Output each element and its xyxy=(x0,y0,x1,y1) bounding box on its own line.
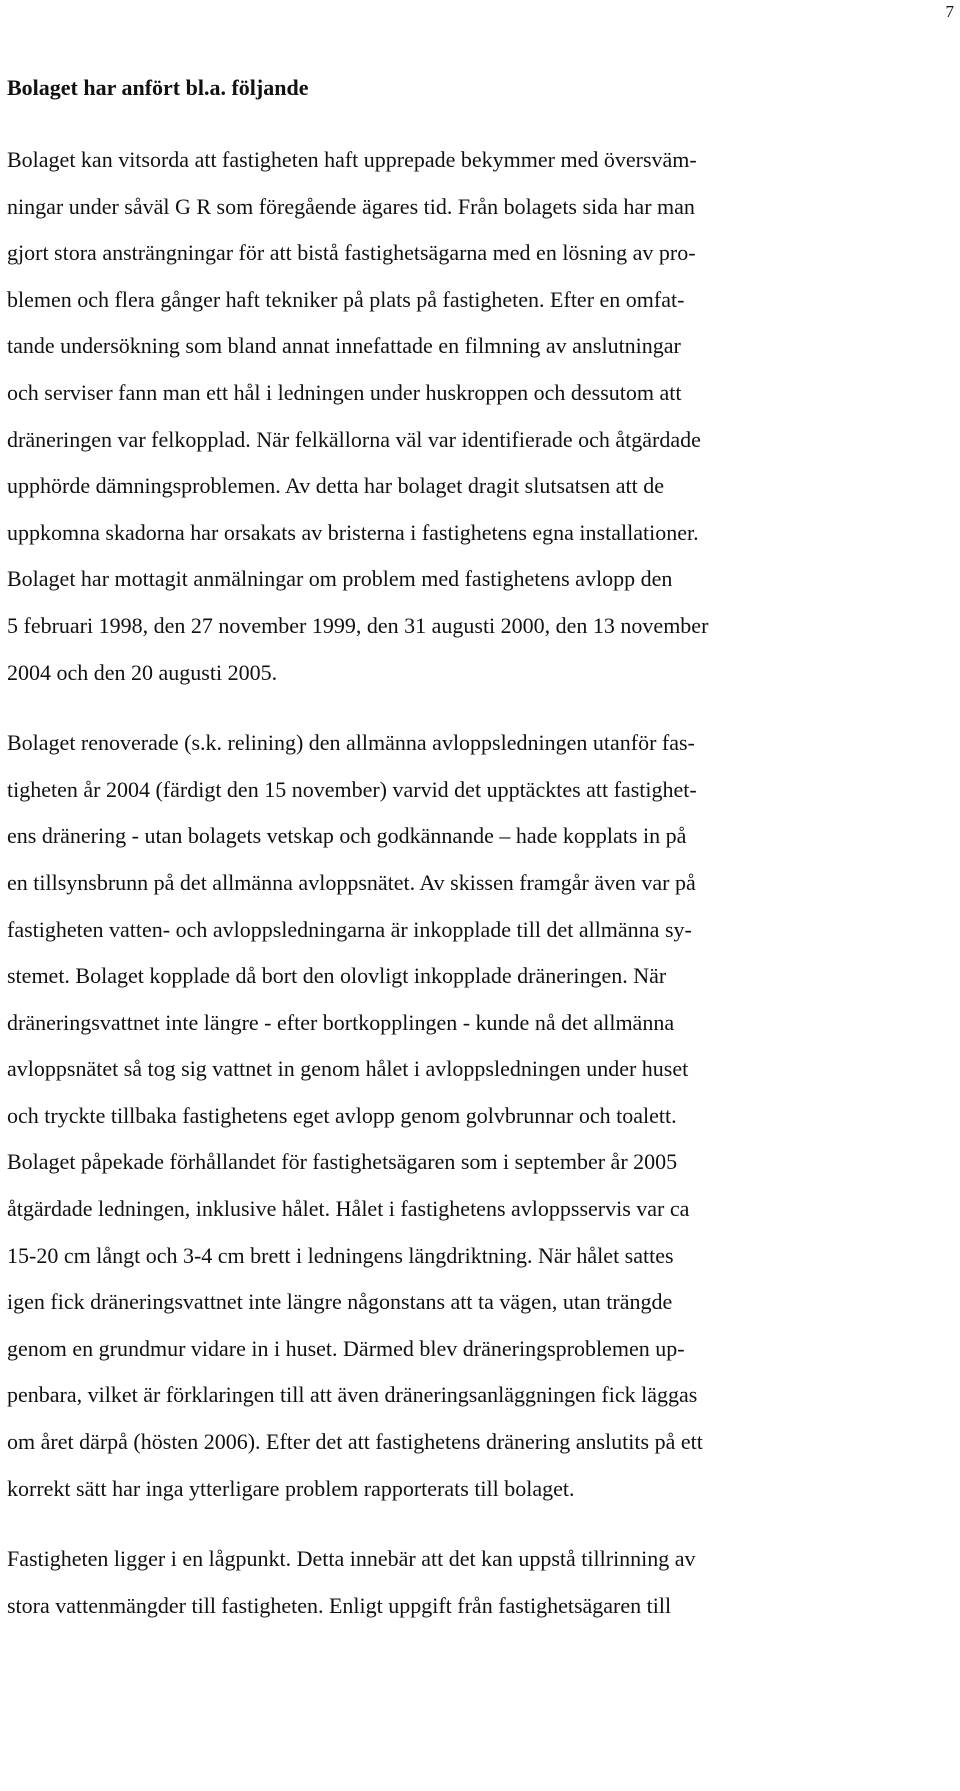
text-line: tande undersökning som bland annat innefattade en filmning av anslutningar xyxy=(7,333,681,359)
section-heading: Bolaget har anfört bl.a. följande xyxy=(7,75,309,100)
page-number: 7 xyxy=(945,2,954,21)
text-line: penbara, vilket är förklaringen till att även dräneringsanläggningen fick läggas xyxy=(7,1382,698,1408)
text-line: 2004 och den 20 augusti 2005. xyxy=(7,659,278,685)
text-line: och tryckte tillbaka fastighetens eget avlopp genom golvbrunnar och toalett. xyxy=(7,1102,677,1128)
paragraph-3 xyxy=(7,1536,937,1629)
text-line: stora vattenmängder till fastigheten. Enligt uppgift från fastighetsägaren till xyxy=(7,1592,672,1618)
text-line: blemen och flera gånger haft tekniker på plats på fastigheten. Efter en omfat- xyxy=(7,286,685,312)
document-body xyxy=(7,72,937,1629)
text-line: igen fick dräneringsvattnet inte längre någonstans att ta vägen, utan trängde xyxy=(7,1289,673,1315)
text-line: Fastigheten ligger i en lågpunkt. Detta innebär att det kan uppstå tillrinning av xyxy=(7,1546,696,1572)
text-line: Bolaget har mottagit anmälningar om problem med fastighetens avlopp den xyxy=(7,566,673,592)
paragraph-gap xyxy=(7,696,937,720)
text-line: Bolaget kan vitsorda att fastigheten haft upprepade bekymmer med översväm- xyxy=(7,147,697,172)
text-line: korrekt sätt har inga ytterligare problem rapporterats till bolaget. xyxy=(7,1475,575,1501)
text-line: ens dränering - utan bolagets vetskap och godkännande – hade kopplats in på xyxy=(7,823,687,849)
text-line: avloppsnätet så tog sig vattnet in genom hålet i avloppsledningen under huset xyxy=(7,1056,689,1082)
text-line: åtgärdade ledningen, inklusive hålet. Hålet i fastighetens avloppsservis var ca xyxy=(7,1196,690,1222)
text-line: upphörde dämningsproblemen. Av detta har bolaget dragit slutsatsen att de xyxy=(7,473,664,499)
text-line: fastigheten vatten- och avloppsledningarna är inkopplade till det allmänna sy- xyxy=(7,916,692,942)
text-line: stemet. Bolaget kopplade då bort den olovligt inkopplade dräneringen. När xyxy=(7,963,667,989)
paragraph-1 xyxy=(7,137,937,696)
text-line: dräneringen var felkopplad. När felkällorna väl var identifierade och åtgärdade xyxy=(7,426,701,452)
text-line: om året därpå (hösten 2006). Efter det att fastighetens dränering anslutits på ett xyxy=(7,1429,703,1455)
text-line: genom en grundmur vidare in i huset. Därmed blev dräneringsproblemen up- xyxy=(7,1335,685,1361)
paragraph-gap xyxy=(7,1512,937,1536)
text-line: och serviser fann man ett hål i ledningen under huskroppen och dessutom att xyxy=(7,379,682,405)
text-line: gjort stora ansträngningar för att bistå fastighetsägarna med en lösning av pro- xyxy=(7,240,696,266)
text-line: tigheten år 2004 (färdigt den 15 november) varvid det upptäcktes att fastighet- xyxy=(7,776,697,802)
paragraph-2 xyxy=(7,720,937,1512)
text-line: dräneringsvattnet inte längre - efter bortkopplingen - kunde nå det allmänna xyxy=(7,1009,675,1035)
text-line: uppkomna skadorna har orsakats av bristerna i fastighetens egna installationer. xyxy=(7,519,699,545)
text-line: ningar under såväl G R som föregående ägares tid. Från bolagets sida har man xyxy=(7,193,695,219)
text-line: Bolaget påpekade förhållandet för fastighetsägaren som i september år 2005 xyxy=(7,1149,678,1175)
text-line: 15-20 cm långt och 3-4 cm brett i ledningens längdriktning. När hålet sattes xyxy=(7,1242,674,1268)
text-line: en tillsynsbrunn på det allmänna avloppsnätet. Av skissen framgår även var på xyxy=(7,869,696,895)
text-line: Bolaget renoverade (s.k. relining) den allmänna avloppsledningen utanför fas- xyxy=(7,730,695,756)
text-line: 5 februari 1998, den 27 november 1999, den 31 augusti 2000, den 13 november xyxy=(7,612,709,638)
